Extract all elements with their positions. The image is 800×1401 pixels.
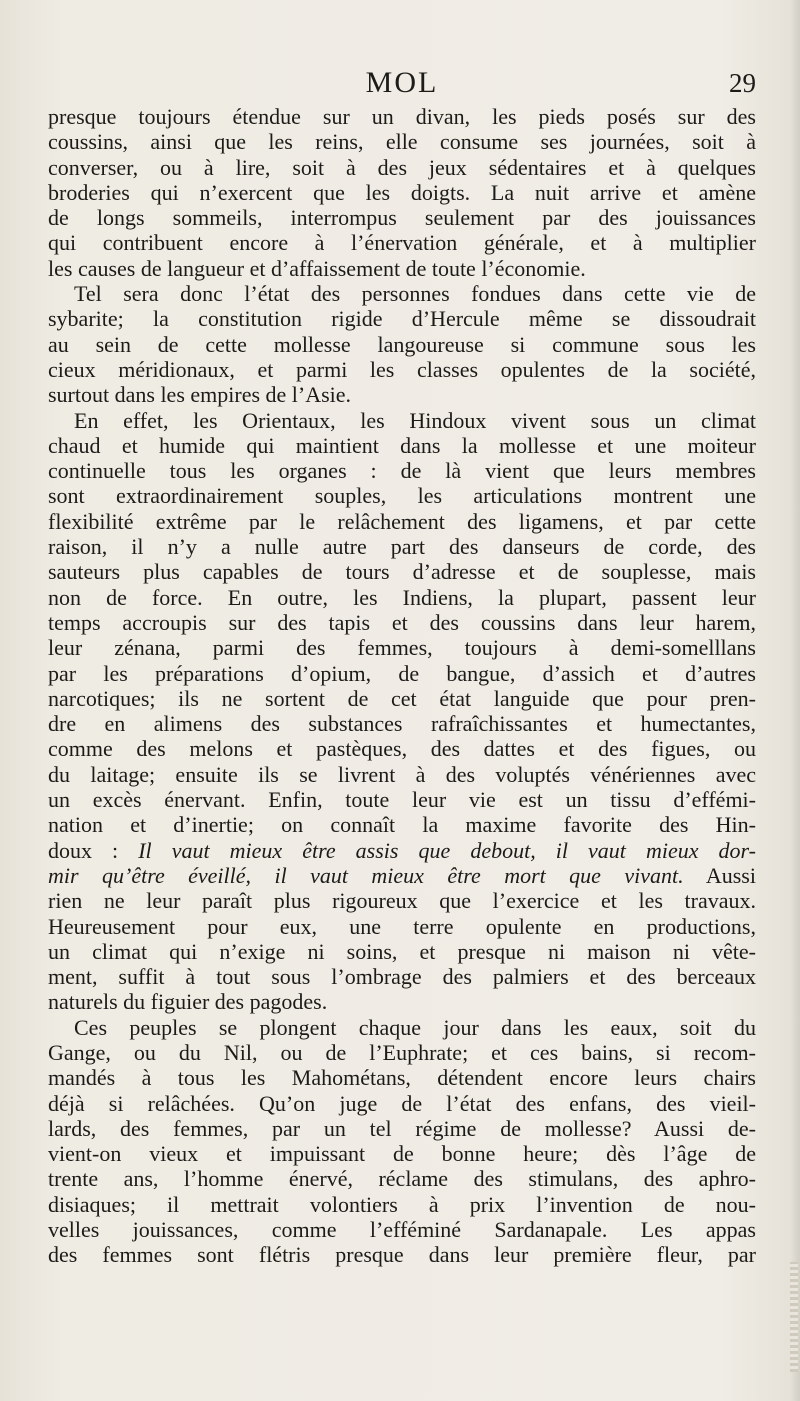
- text-segment: déjà si relâchées. Qu’on juge de l’état des enfans, des vieil-: [48, 1090, 756, 1116]
- text-segment: broderies qui n’exercent que les doigts. La nuit arrive et amène: [48, 179, 756, 205]
- text-segment: En effet, les Orientaux, les Hindoux vivent sous un climat: [74, 407, 756, 433]
- text-segment: Aussi: [683, 862, 756, 888]
- text-line: [48, 281, 756, 306]
- text-line: [48, 256, 756, 281]
- text-segment: mandés à tous les Mahométans, détendent encore leurs chairs: [48, 1065, 756, 1091]
- text-segment: Ces peuples se plongent chaque jour dans les eaux, soit du: [74, 1014, 756, 1040]
- text-line: [48, 762, 756, 787]
- text-line: [48, 230, 756, 255]
- text-segment: sybarite; la constitution rigide d’Hercule même se dissoudrait: [48, 306, 756, 332]
- text-line: [48, 1141, 756, 1166]
- page-edge-shadow: [790, 0, 800, 1401]
- text-segment: un excès énervant. Enfin, toute leur vie est un tissu d’effémi-: [48, 787, 756, 813]
- text-segment: temps accroupis sur des tapis et des coussins dans leur harem,: [48, 609, 756, 635]
- page-edge-mark: [790, 1262, 798, 1372]
- text-segment: par les préparations d’opium, de bangue, d’assich et d’autres: [48, 660, 756, 686]
- text-line: [48, 1217, 756, 1242]
- text-segment: des femmes sont flétris presque dans leur première fleur, par: [48, 1242, 756, 1268]
- text-line: [48, 711, 756, 736]
- text-line: [48, 1091, 756, 1116]
- text-line: [48, 787, 756, 812]
- text-segment: continuelle tous les organes : de là vient que leurs membres: [48, 458, 756, 484]
- text-segment: trente ans, l’homme énervé, réclame des stimulans, des aphro-: [48, 1166, 756, 1192]
- text-line: [48, 104, 756, 129]
- text-line: [48, 1116, 756, 1141]
- page-number: 29: [729, 68, 756, 98]
- text-segment: comme des melons et pastèques, des dattes et des figues, ou: [48, 736, 756, 762]
- text-line: [48, 1242, 756, 1267]
- body-text: [48, 104, 756, 1268]
- text-line: [48, 838, 756, 863]
- text-segment: flexibilité extrême par le relâchement des ligamens, et par cette: [48, 508, 756, 534]
- text-segment: Heureusement pour eux, une terre opulente en productions,: [48, 913, 756, 939]
- text-line: [48, 306, 756, 331]
- text-line: [48, 812, 756, 837]
- text-line: [48, 332, 756, 357]
- text-line: [48, 1015, 756, 1040]
- text-segment: surtout dans les empires de l’Asie.: [48, 382, 352, 408]
- text-segment: disiaques; il mettrait volontiers à prix l’invention de nou-: [48, 1191, 756, 1217]
- text-line: [48, 408, 756, 433]
- text-segment: velles jouissances, comme l’efféminé Sardanapale. Les appas: [48, 1217, 756, 1243]
- text-segment: converser, ou à lire, soit à des jeux sédentaires et à quelques: [48, 154, 756, 180]
- running-head: MOL: [365, 66, 439, 99]
- text-line: [48, 483, 756, 508]
- text-segment: narcotiques; ils ne sortent de cet état languide que pour pren-: [48, 685, 756, 711]
- text-segment: de longs sommeils, interrompus seulement par des jouissances: [48, 205, 756, 231]
- italic-text: Il vaut mieux être assis que debout, il vaut mieux dor-: [138, 837, 756, 863]
- text-line: [48, 155, 756, 180]
- text-segment: Gange, ou du Nil, ou de l’Euphrate; et ces bains, si recom-: [48, 1039, 756, 1065]
- text-segment: un climat qui n’exige ni soins, et presque ni maison ni vête-: [48, 938, 756, 964]
- text-line: [48, 382, 756, 407]
- text-segment: vient-on vieux et impuissant de bonne heure; dès l’âge de: [48, 1141, 756, 1167]
- text-segment: sont extraordinairement souples, les articulations montrent une: [48, 483, 756, 509]
- page-header: [48, 66, 756, 106]
- text-segment: leur zénana, parmi des femmes, toujours à demi-somelllans: [48, 635, 756, 661]
- text-segment: presque toujours étendue sur un divan, les pieds posés sur des: [48, 104, 756, 129]
- text-segment: nation et d’inertie; on connaît la maxime favorite des Hin-: [48, 812, 756, 838]
- text-line: [48, 736, 756, 761]
- text-line: [48, 989, 756, 1014]
- text-segment: au sein de cette mollesse langoureuse si commune sous les: [48, 331, 756, 357]
- text-segment: coussins, ainsi que les reins, elle consume ses journées, soit à: [48, 129, 756, 155]
- text-line: [48, 1040, 756, 1065]
- text-segment: doux :: [48, 837, 139, 863]
- text-line: [48, 357, 756, 382]
- text-line: [48, 1065, 756, 1090]
- text-segment: chaud et humide qui maintient dans la mollesse et une moiteur: [48, 432, 756, 458]
- text-line: [48, 534, 756, 559]
- text-segment: dre en alimens des substances rafraîchissantes et humectantes,: [48, 711, 756, 737]
- text-line: [48, 180, 756, 205]
- text-segment: Tel sera donc l’état des personnes fondues dans cette vie de: [74, 281, 756, 307]
- text-line: [48, 635, 756, 660]
- text-line: [48, 1166, 756, 1191]
- text-segment: non de force. En outre, les Indiens, la plupart, passent leur: [48, 584, 756, 610]
- text-line: [48, 610, 756, 635]
- text-segment: naturels du figuier des pagodes.: [48, 989, 328, 1015]
- text-line: [48, 939, 756, 964]
- text-segment: sauteurs plus capables de tours d’adresse et de souplesse, mais: [48, 559, 756, 585]
- text-line: [48, 888, 756, 913]
- text-line: [48, 129, 756, 154]
- text-line: [48, 863, 756, 888]
- text-line: [48, 914, 756, 939]
- text-line: [48, 509, 756, 534]
- text-line: [48, 686, 756, 711]
- text-segment: raison, il n’y a nulle autre part des danseurs de corde, des: [48, 534, 756, 560]
- text-line: [48, 559, 756, 584]
- text-line: [48, 585, 756, 610]
- text-segment: rien ne leur paraît plus rigoureux que l’exercice et les travaux.: [48, 888, 756, 914]
- text-segment: cieux méridionaux, et parmi les classes opulentes de la société,: [48, 356, 756, 382]
- text-line: [48, 1192, 756, 1217]
- text-line: [48, 661, 756, 686]
- text-segment: les causes de langueur et d’affaissement de toute l’économie.: [48, 255, 586, 281]
- text-line: [48, 964, 756, 989]
- text-segment: du laitage; ensuite ils se livrent à des voluptés vénériennes avec: [48, 761, 756, 787]
- text-line: [48, 433, 756, 458]
- text-segment: qui contribuent encore à l’énervation générale, et à multiplier: [48, 230, 756, 256]
- text-line: [48, 458, 756, 483]
- text-segment: lards, des femmes, par un tel régime de mollesse? Aussi de-: [48, 1115, 756, 1141]
- text-line: [48, 205, 756, 230]
- italic-text: mir qu’être éveillé, il vaut mieux être mort que vivant.: [48, 862, 684, 888]
- text-segment: ment, suffit à tout sous l’ombrage des palmiers et des berceaux: [48, 964, 756, 990]
